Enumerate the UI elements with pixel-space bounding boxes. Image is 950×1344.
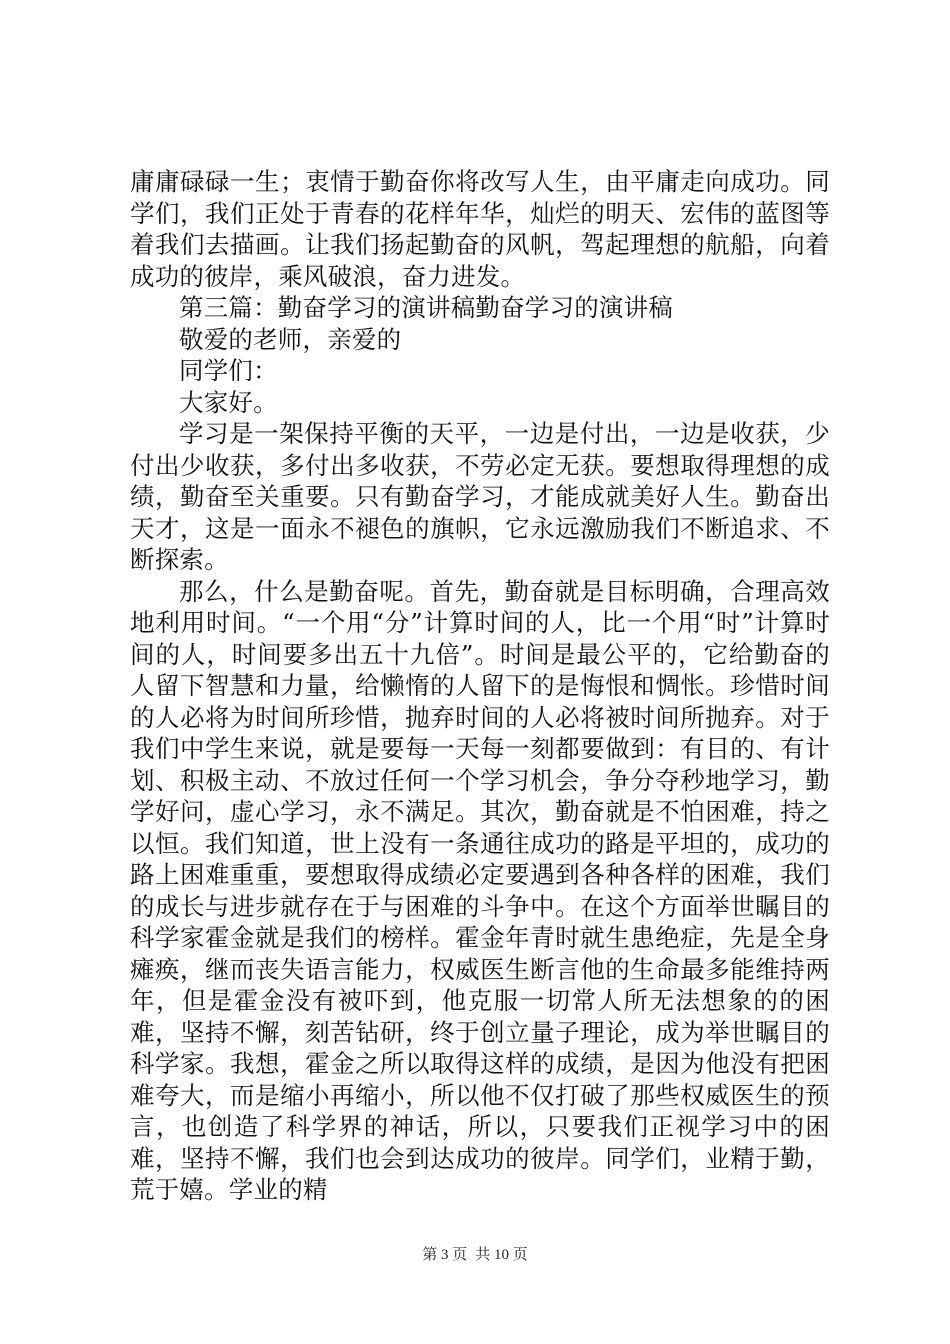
- paragraph: 学习是一架保持平衡的天平，一边是付出，一边是收获，少付出少收获，多付出多收获，不劳必定无获。要想取得理想的成绩，勤奋至关重要。只有勤奋学习，才能成就美好人生。勤奋出天才，这是一面永不褪色的旗帜，它永远激励我们不断追求、不断探索。: [130, 419, 830, 574]
- greeting-line: 大家好。: [179, 387, 278, 417]
- page-number: 第 3 页: [422, 1247, 468, 1263]
- salutation-line: 同学们：: [179, 356, 278, 385]
- paragraph: 那么，什么是勤奋呢。首先，勤奋就是目标明确，合理高效地利用时间。“一个用“分”计算时间的人，比一个用“时”计算时间的人，时间要多出五十九倍”。时间是最公平的，它给勤奋的人留下智慧和力量，给懒惰的人留下的是悔恨和惆怅。珍惜时间的人必将为时间所珍惜，抛弃时间的人必将被时间所抛弃。对于我们中学生来说，就是要每一天每一刻都要做到：有目的、有计划、积极主动、不放过任何一个学习机会，争分夺秒地学习，勤学好问，虚心学习，永不满足。其次，勤奋就是不怕困难，持之以恒。我们知道，世上没有一条通往成功的路是平坦的，成功的路上困难重重，要想取得成绩必定要遇到各种各样的困难，我们的成长与进步就存在于与困难的斗争中。在这个方面举世瞩目的科学家霍金就是我们的榜样。霍金年青时就生患绝症，先是全身瘫痪，继而丧失语言能力，权威医生断言他的生命最多能维持两年，但是霍金没有被吓到，他克服一切常人所无法想象的的困难，坚持不懈，刻苦钻研，终于创立量子理论，成为举世瞩目的科学家。我想，霍金之所以取得这样的成绩，是因为他没有把困难夸大，而是缩小再缩小，所以他不仅打破了那些权威医生的预言，也创造了科学界的神话，所以，只要我们正视学习中的困难，坚持不懈，我们也会到达成功的彼岸。同学们，业精于勤，荒于嬉。学业的精: [130, 576, 830, 1204]
- salutation-line: 敬爱的老师，亲爱的: [179, 324, 402, 354]
- page-total: 共 10 页: [475, 1247, 528, 1263]
- section-heading: 第三篇：勤奋学习的演讲稿勤奋学习的演讲稿: [179, 293, 673, 322]
- document-body: [130, 166, 830, 1206]
- paragraph-continuation: 庸庸碌碌一生；衷情于勤奋你将改写人生，由平庸走向成功。同学们，我们正处于青春的花样年华，灿烂的明天、宏伟的蓝图等着我们去描画。让我们扬起勤奋的风帆，驾起理想的航船，向着成功的彼岸，乘风破浪，奋力进发。: [130, 167, 830, 291]
- page-footer: [0, 1243, 950, 1264]
